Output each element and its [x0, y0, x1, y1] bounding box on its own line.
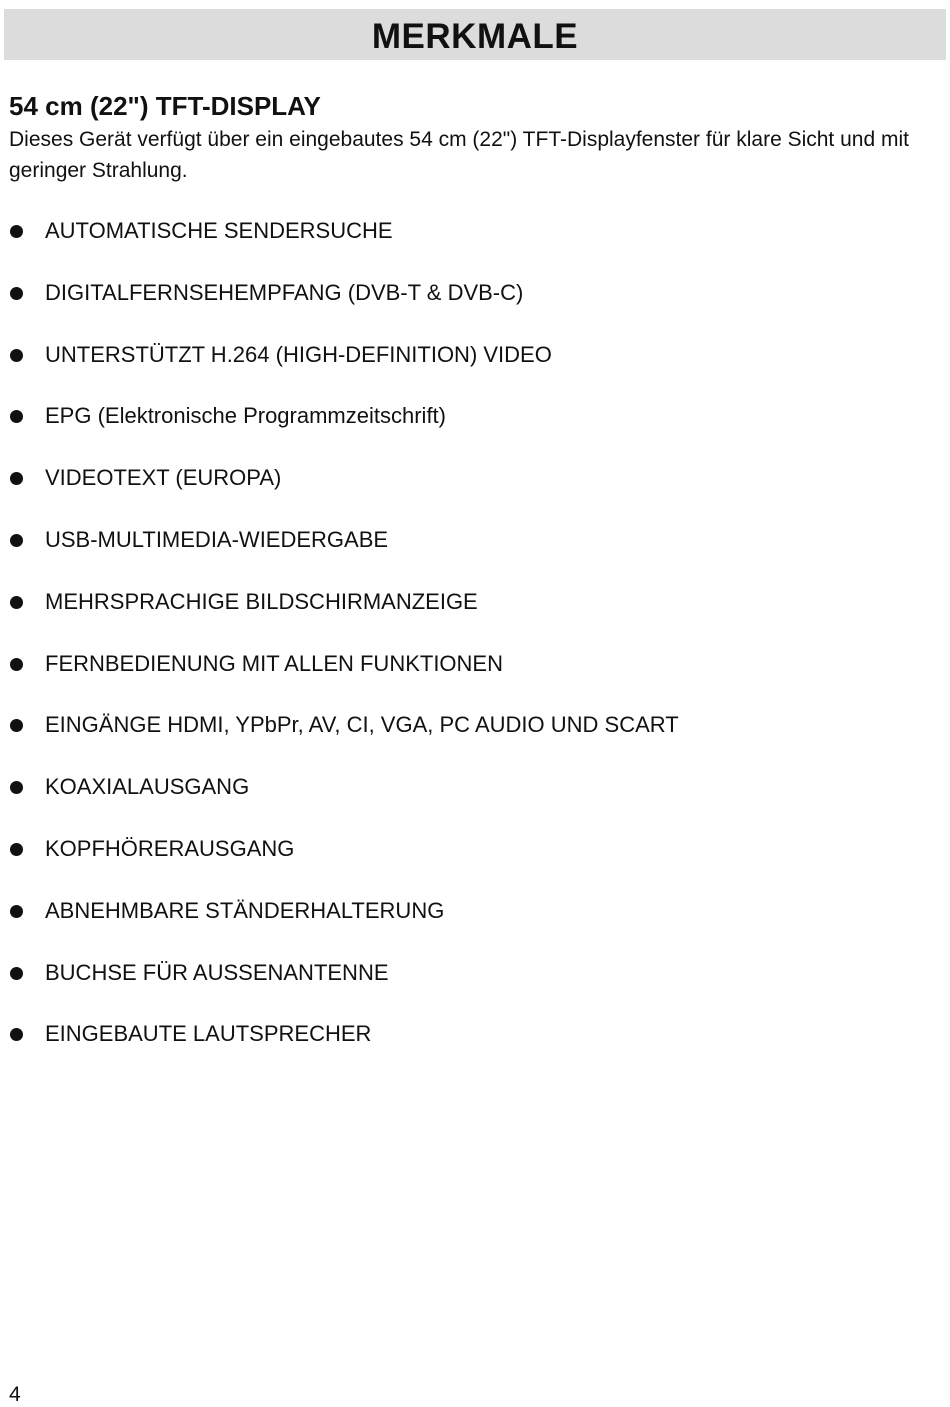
feature-label: KOPFHÖRERAUSGANG [45, 835, 295, 861]
bullet-icon [10, 472, 23, 485]
bullet-icon [10, 225, 23, 238]
feature-label: USB-MULTIMEDIA-WIEDERGABE [45, 526, 389, 552]
feature-label: DIGITALFERNSEHEMPFANG (DVB-T & DVB-C) [45, 279, 524, 305]
bullet-icon [10, 905, 23, 918]
feature-label: EINGEBAUTE LAUTSPRECHER [45, 1021, 372, 1047]
page-number: 4 [9, 1383, 21, 1406]
feature-label: BUCHSE FÜR AUSSENANTENNE [45, 959, 389, 985]
feature-label: EINGÄNGE HDMI, YPbPr, AV, CI, VGA, PC AUDIO UND SCART [45, 712, 679, 738]
feature-label: FERNBEDIENUNG MIT ALLEN FUNKTIONEN [45, 650, 503, 676]
feature-label: EPG (Elektronische Programmzeitschrift) [45, 403, 446, 429]
section-heading: 54 cm (22") TFT-DISPLAY [9, 91, 321, 121]
feature-label: ABNEHMBARE STÄNDERHALTERUNG [45, 897, 445, 923]
feature-label: MEHRSPRACHIGE BILDSCHIRMANZEIGE [45, 588, 478, 614]
feature-label: VIDEOTEXT (EUROPA) [45, 465, 282, 491]
bullet-icon [10, 1028, 23, 1041]
feature-label: UNTERSTÜTZT H.264 (HIGH-DEFINITION) VIDEO [45, 341, 552, 367]
page-title: MERKMALE [371, 17, 579, 56]
bullet-icon [10, 534, 23, 547]
bullet-icon [10, 410, 23, 423]
bullet-icon [10, 781, 23, 794]
bullet-icon [10, 596, 23, 609]
bullet-icon [10, 349, 23, 362]
feature-label: KOAXIALAUSGANG [45, 774, 250, 800]
section-description: Dieses Gerät verfügt über ein eingebautes 54 cm (22") TFT-Displayfenster für klare Sicht und mit geringer Strahlung. [9, 128, 909, 182]
feature-label: AUTOMATISCHE SENDERSUCHE [45, 218, 393, 243]
bullet-icon [10, 843, 23, 856]
bullet-icon [10, 658, 23, 671]
bullet-icon [10, 967, 23, 980]
bullet-icon [10, 719, 23, 732]
bullet-icon [10, 287, 23, 300]
